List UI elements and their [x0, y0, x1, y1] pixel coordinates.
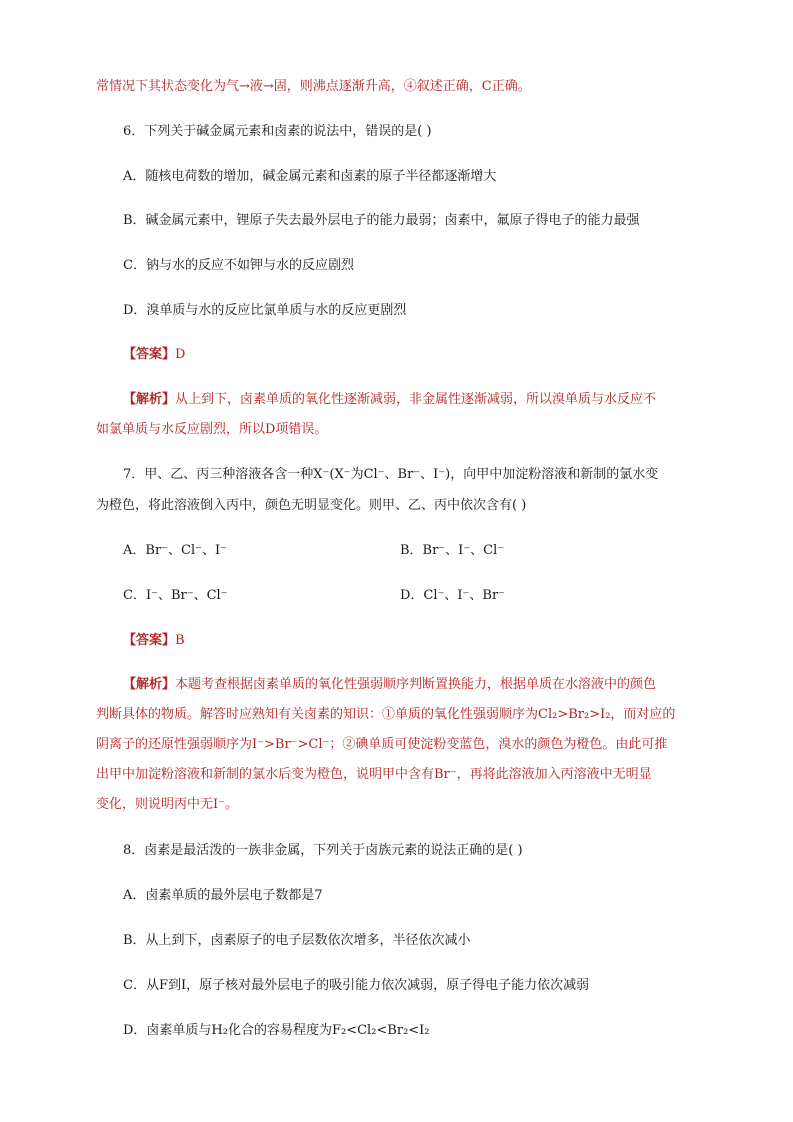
- question-6-stem: 6．下列关于碱金属元素和卤素的说法中，错误的是( ): [123, 124, 432, 139]
- question-6-analysis-line-1: [123, 391, 656, 409]
- question-7-answer: [123, 632, 185, 650]
- question-8-option-a: A．卤素单质的最外层电子数都是7: [123, 888, 323, 903]
- question-7-stem-line-1: 7．甲、乙、丙三种溶液各含一种X⁻(X⁻为Cl⁻、Br⁻、I⁻)，向甲中加淀粉溶液和新制的氯水变: [123, 467, 659, 482]
- answer-label: 【答案】: [123, 633, 176, 648]
- question-7-option-d: D．Cl⁻、I⁻、Br⁻: [400, 588, 506, 603]
- question-7-analysis-line-3: 阴离子的还原性强弱顺序为I⁻>Br⁻>Cl⁻；②碘单质可使淀粉变蓝色，溴水的颜色为橙色。由此可推: [96, 737, 668, 752]
- intro-text: 常情况下其状态变化为气→液→固，则沸点逐渐升高，④叙述正确，C正确。: [96, 79, 531, 94]
- analysis-text: 本题考查根据卤素单质的氧化性强弱顺序判断置换能力，根据单质在水溶液中的颜色: [175, 677, 657, 692]
- question-7-stem-line-2: 为橙色，将此溶液倒入丙中，颜色无明显变化。则甲、乙、丙中依次含有( ): [96, 498, 527, 513]
- question-8-option-d: D．卤素单质与H₂化合的容易程度为F₂<Cl₂<Br₂<I₂: [123, 1023, 430, 1038]
- question-7-option-b: B．Br⁻、I⁻、Cl⁻: [400, 543, 505, 558]
- answer-value: B: [175, 633, 185, 648]
- question-8-stem: 8．卤素是最活泼的一族非金属，下列关于卤族元素的说法正确的是( ): [123, 843, 523, 858]
- analysis-label: 【解析】: [123, 392, 176, 407]
- question-6-answer: [123, 346, 185, 364]
- analysis-text: 从上到下，卤素单质的氧化性逐渐减弱，非金属性逐渐减弱，所以溴单质与水反应不: [175, 392, 657, 407]
- answer-value: D: [175, 347, 186, 362]
- question-8-option-b: B．从上到下，卤素原子的电子层数依次增多，半径依次减小: [123, 933, 471, 948]
- question-6-option-d: D．溴单质与水的反应比氯单质与水的反应更剧烈: [123, 303, 407, 318]
- question-7-analysis-line-4: 出甲中加淀粉溶液和新制的氯水后变为橙色，说明甲中含有Br⁻，再将此溶液加入丙溶液中无明显: [96, 767, 652, 782]
- question-6-option-c: C．钠与水的反应不如钾与水的反应剧烈: [123, 258, 354, 273]
- analysis-label: 【解析】: [123, 677, 176, 692]
- question-7-analysis-line-2: 判断具体的物质。解答时应熟知有关卤素的知识：①单质的氧化性强弱顺序为Cl₂>Br₂>I₂，而对应的: [96, 707, 676, 722]
- question-7-option-a: A．Br⁻、Cl⁻、I⁻: [123, 543, 227, 558]
- question-6-option-a: A．随核电荷数的增加，碱金属元素和卤素的原子半径都逐渐增大: [123, 169, 497, 184]
- answer-label: 【答案】: [123, 347, 176, 362]
- question-6-option-b: B．碱金属元素中，锂原子失去最外层电子的能力最弱；卤素中，氟原子得电子的能力最强: [123, 213, 640, 228]
- question-7-option-c: C．I⁻、Br⁻、Cl⁻: [123, 588, 228, 603]
- question-7-analysis-line-5: 变化，则说明丙中无I⁻。: [96, 797, 238, 812]
- question-8-option-c: C．从F到I，原子核对最外层电子的吸引能力依次减弱，原子得电子能力依次减弱: [123, 978, 590, 993]
- question-6-analysis-line-2: 如氯单质与水反应剧烈，所以D项错误。: [96, 422, 328, 437]
- question-7-analysis-line-1: [123, 676, 656, 694]
